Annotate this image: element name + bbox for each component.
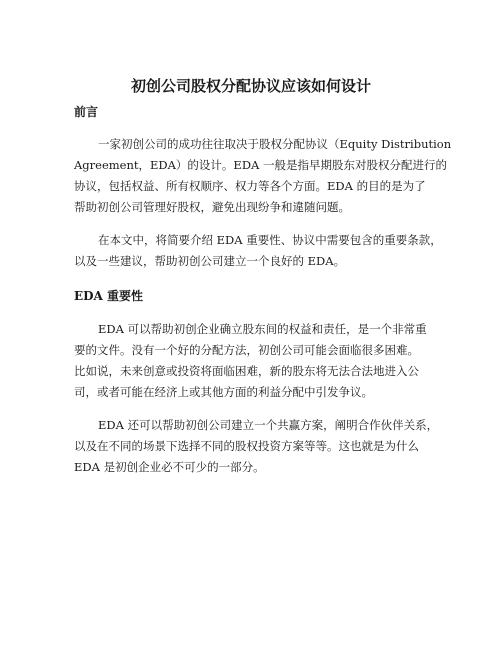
paragraph-line: 在本文中，将简要介绍 EDA 重要性、协议中需要包含的重要条款， — [98, 233, 442, 247]
paragraph-line: 比如说，未来创意或投资将面临困难，新的股东将无法合法地进入公 — [74, 364, 419, 378]
section-heading-eda-importance: EDA 重要性 — [74, 289, 144, 303]
document-title: 初创公司股权分配协议应该如何设计 — [130, 77, 371, 95]
paragraph-line: 以及在不同的场景下选择不同的股权投资方案等等。这也就是为什么 — [74, 439, 419, 453]
section-heading-preface: 前言 — [74, 105, 99, 119]
paragraph-line: 一家初创公司的成功往往取决于股权分配协议（Equity Distribution — [98, 137, 452, 151]
paragraph-line: EDA 可以帮助初创企业确立股东间的权益和责任，是一个非常重 — [98, 322, 427, 336]
paragraph-line: 帮助初创公司管理好股权，避免出现纷争和違随问题。 — [74, 200, 350, 214]
paragraph-line: 协议，包括权益、所有权顺序、权力等各个方面。EDA 的目的是为了 — [74, 179, 426, 193]
paragraph-line: 要的文件。没有一个好的分配方法，初创公司可能会面临很多困难。 — [74, 343, 419, 357]
paragraph-line: Agreement，EDA）的设计。EDA 一般是指早期股东对股权分配进行的 — [74, 158, 448, 172]
paragraph-line: EDA 还可以帮助初创公司建立一个共赢方案，阐明合作伙伴关系， — [98, 418, 439, 432]
paragraph-line: 以及一些建议，帮助初创公司建立一个良好的 EDA。 — [74, 254, 346, 268]
paragraph-line: 司，或者可能在经济上或其他方面的利益分配中引发争议。 — [74, 385, 373, 399]
paragraph-line: EDA 是初创企业必不可少的一部分。 — [74, 460, 265, 474]
